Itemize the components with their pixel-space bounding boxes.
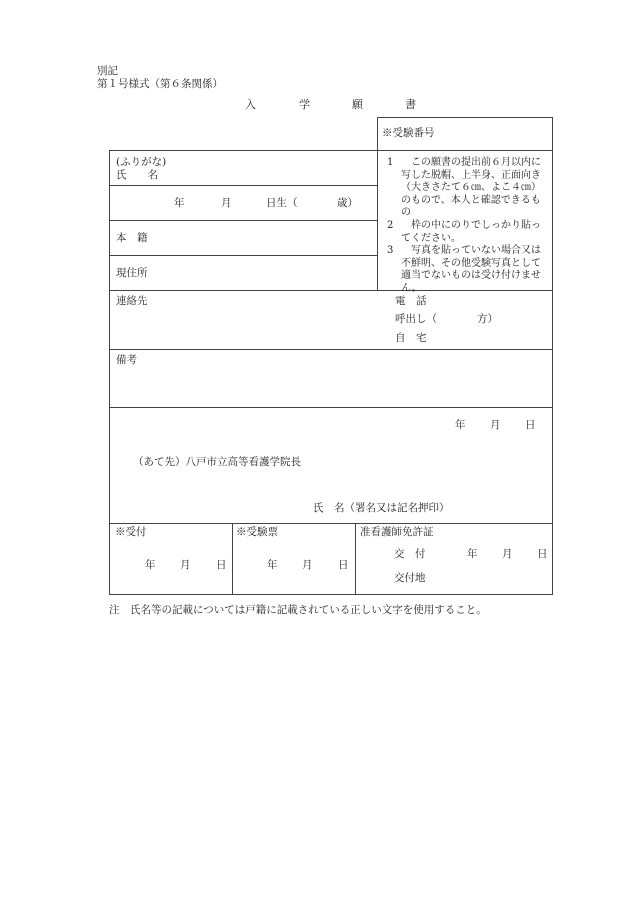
phone-label: 電 話 <box>395 295 427 307</box>
call-label-open: 呼出し（ <box>395 313 437 325</box>
license-place-label: 交付地 <box>394 572 426 584</box>
submit-day-label: 日 <box>525 419 536 431</box>
honseki-label: 本 籍 <box>116 232 148 244</box>
photo-note: 3 写真を貼っていない場合又は不鮮明、その他受験写真として適当でないものは受け付けません。 <box>387 245 541 294</box>
addressee-text: （あて先）八戸市立高等看護学院長 <box>133 456 301 468</box>
submit-year-label: 年 <box>455 419 466 431</box>
license-issue-label: 交 付 <box>394 548 426 560</box>
reception-day-label: 日 <box>216 559 227 571</box>
reception-month-label: 月 <box>180 559 191 571</box>
furigana-label: (ふりがな) <box>116 156 167 168</box>
title-char-3: 願 <box>352 98 363 111</box>
title-char-1: 入 <box>245 98 256 111</box>
footnote: 注 氏名等の記載については戸籍に記載されている正しい文字を使用すること。 <box>109 604 487 616</box>
contact-label: 連絡先 <box>116 295 148 307</box>
reception-label: ※受付 <box>115 526 147 538</box>
title-char-2: 学 <box>299 98 310 111</box>
birth-month-label: 月 <box>221 197 232 209</box>
photo-note: 2 枠の中にのりでしっかり貼ってください。 <box>387 219 541 244</box>
photo-instructions <box>387 157 549 296</box>
ticket-month-label: 月 <box>302 559 313 571</box>
submit-month-label: 月 <box>490 419 501 431</box>
title-char-4: 書 <box>405 98 416 111</box>
reception-year-label: 年 <box>145 559 156 571</box>
photo-note: 1 この願書の提出前６月以内に写した脱帽、上半身、正面向き（大きさたて６㎝、よこ４㎝）のもので、本人と確認できるもの <box>387 157 541 219</box>
ticket-year-label: 年 <box>267 559 278 571</box>
exam-ticket-label: ※受験票 <box>236 526 278 538</box>
license-year-label: 年 <box>467 548 478 560</box>
birth-day-label: 日生（ <box>266 197 298 209</box>
license-day-label: 日 <box>537 548 548 560</box>
age-label: 歳） <box>337 197 358 209</box>
call-label-close: 方） <box>477 313 498 325</box>
license-label: 准看護師免許証 <box>360 526 434 538</box>
header-form-number: 第１号様式（第６条関係） <box>97 78 223 90</box>
photo-area-divider <box>377 150 378 290</box>
header-annex: 別記 <box>97 65 118 77</box>
address-label: 現住所 <box>116 267 148 279</box>
birth-year-label: 年 <box>174 197 185 209</box>
exam-number-label: ※受験番号 <box>382 127 435 139</box>
remarks-label: 備考 <box>116 354 137 366</box>
home-phone-label: 自 宅 <box>395 332 427 344</box>
ticket-day-label: 日 <box>338 559 349 571</box>
license-month-label: 月 <box>502 548 513 560</box>
name-label: 氏 名 <box>116 169 158 181</box>
signature-label: 氏 名（署名又は記名押印） <box>313 502 450 514</box>
